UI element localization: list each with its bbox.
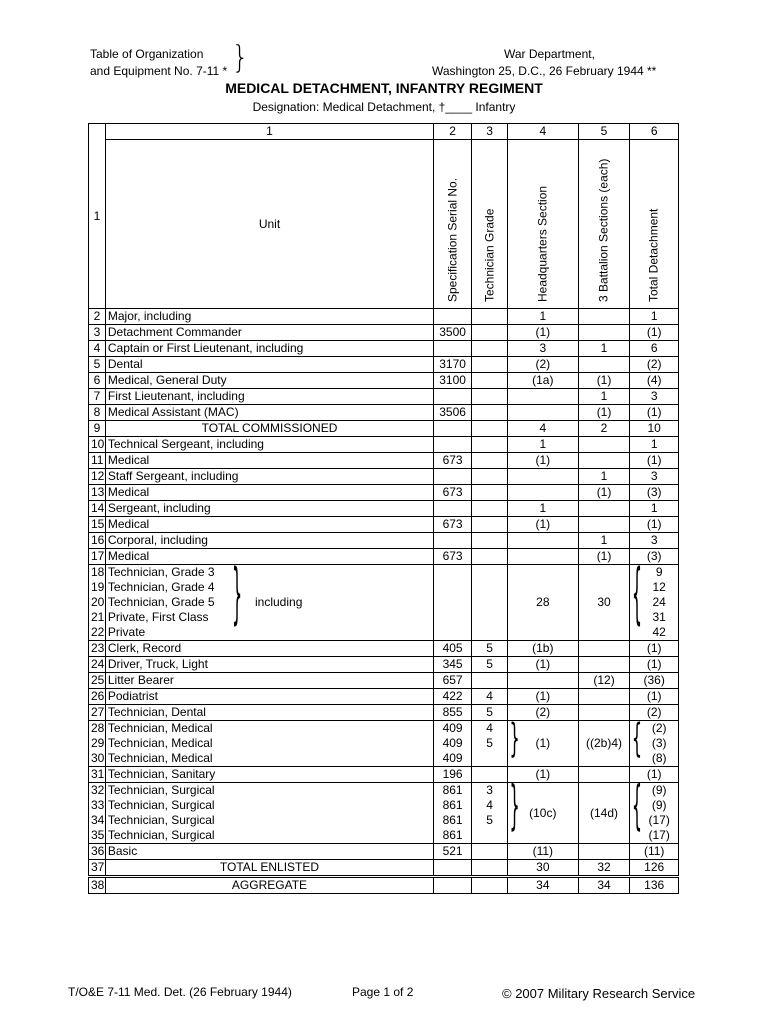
table-row <box>89 373 679 389</box>
total-cell: (1) <box>630 405 679 421</box>
row-number: 36 <box>89 844 106 860</box>
hq-cell: (1) <box>507 721 578 767</box>
grade-cell: 4 <box>472 798 508 813</box>
battalion-cell <box>578 517 630 533</box>
row-number: 37 <box>89 860 106 877</box>
hq-cell <box>507 405 578 421</box>
row-number: 5 <box>89 357 106 373</box>
grade-cell <box>472 533 508 549</box>
table-row <box>89 657 679 673</box>
unit-cell: Technical Sergeant, including <box>105 437 433 453</box>
total-cell: (1) <box>630 453 679 469</box>
total-cell: (3) <box>630 549 679 565</box>
battalion-cell: 34 <box>578 877 630 894</box>
grade-cell: 5 <box>472 813 508 828</box>
row-number: 9 <box>89 421 106 437</box>
serial-cell: 861 <box>434 828 472 844</box>
unit-cell: Technician, Surgical <box>105 798 433 813</box>
row-number: 6 <box>89 373 106 389</box>
total-cell: (17) <box>630 813 679 828</box>
table-row <box>89 405 679 421</box>
col-number: 1 <box>105 124 433 140</box>
col-header-text: 3 Battalion Sections (each) <box>596 158 611 302</box>
header-left-line1: Table of Organization <box>90 47 204 61</box>
total-cell: 1 <box>630 309 679 325</box>
grade-cell <box>472 485 508 501</box>
table-row <box>89 721 679 737</box>
hq-cell: (1) <box>507 767 578 783</box>
total-cell: (2) <box>630 357 679 373</box>
col-number: 6 <box>630 124 679 140</box>
table-row <box>89 517 679 533</box>
table-row <box>89 877 679 894</box>
row-number: 34 <box>89 813 106 828</box>
serial-cell: 673 <box>434 485 472 501</box>
serial-cell: 3500 <box>434 325 472 341</box>
battalion-cell <box>578 657 630 673</box>
serial-cell: 3506 <box>434 405 472 421</box>
table-row <box>89 501 679 517</box>
battalion-cell <box>578 453 630 469</box>
col-header-text: Headquarters Section <box>535 185 550 302</box>
grade-cell <box>472 421 508 437</box>
organization-table <box>88 123 679 894</box>
battalion-cell: ((2b)4) <box>578 721 630 767</box>
battalion-cell: 1 <box>578 469 630 485</box>
battalion-cell: (1) <box>578 373 630 389</box>
battalion-cell <box>578 357 630 373</box>
serial-cell <box>434 437 472 453</box>
brace-icon: { <box>631 714 643 761</box>
table-row <box>89 357 679 373</box>
total-cell: 10 <box>630 421 679 437</box>
hq-cell: (10c) <box>507 783 578 844</box>
total-cell: 42 <box>630 625 679 641</box>
grade-cell <box>472 860 508 877</box>
battalion-cell: 30 <box>578 565 630 641</box>
col-header-grade <box>472 140 508 309</box>
col-header-text: Total Detachment <box>646 208 661 302</box>
header-right-line2: Washington 25, D.C., 26 February 1944 ** <box>432 64 657 78</box>
serial-cell <box>434 309 472 325</box>
column-number-row <box>89 124 679 140</box>
hq-cell <box>507 533 578 549</box>
total-cell: (1) <box>630 325 679 341</box>
table-row <box>89 767 679 783</box>
row-number: 32 <box>89 783 106 799</box>
row-number: 10 <box>89 437 106 453</box>
row-number: 28 <box>89 721 106 737</box>
row-number: 30 <box>89 751 106 767</box>
table-row <box>89 453 679 469</box>
serial-cell: 409 <box>434 751 472 767</box>
hq-cell <box>507 389 578 405</box>
unit-cell: Basic <box>105 844 433 860</box>
serial-cell <box>434 389 472 405</box>
battalion-cell <box>578 689 630 705</box>
col-number: 4 <box>507 124 578 140</box>
col-header-serial <box>434 140 472 309</box>
table-row <box>89 325 679 341</box>
serial-cell: 409 <box>434 736 472 751</box>
unit-cell: Medical Assistant (MAC) <box>105 405 433 421</box>
row-number: 3 <box>89 325 106 341</box>
unit-cell: Litter Bearer <box>105 673 433 689</box>
row-number: 25 <box>89 673 106 689</box>
total-cell: (1) <box>630 641 679 657</box>
table-row <box>89 860 679 877</box>
battalion-cell: (14d) <box>578 783 630 844</box>
total-cell: 3 <box>630 469 679 485</box>
hq-cell <box>507 549 578 565</box>
unit-cell: Driver, Truck, Light <box>105 657 433 673</box>
unit-cell: Podiatrist <box>105 689 433 705</box>
serial-cell: 3170 <box>434 357 472 373</box>
page-title: MEDICAL DETACHMENT, INFANTRY REGIMENT <box>225 80 543 96</box>
total-cell: 9 <box>630 565 679 581</box>
brace-icon: { <box>631 773 643 836</box>
serial-cell: 409 <box>434 721 472 737</box>
serial-cell: 855 <box>434 705 472 721</box>
row-number: 18 <box>89 565 106 581</box>
designation: Designation: Medical Detachment, †____ Infantry <box>252 100 516 114</box>
hq-cell: 1 <box>507 309 578 325</box>
grade-cell: 5 <box>472 657 508 673</box>
row-number: 24 <box>89 657 106 673</box>
grade-cell: 4 <box>472 689 508 705</box>
hq-cell: 1 <box>507 501 578 517</box>
grade-cell <box>472 565 508 641</box>
grade-cell <box>472 309 508 325</box>
total-cell: (3) <box>630 736 679 751</box>
table-row <box>89 309 679 325</box>
brace-icon: } <box>509 773 520 836</box>
table-row <box>89 389 679 405</box>
serial-cell: 196 <box>434 767 472 783</box>
header-left-line2: and Equipment No. 7-11 * <box>90 64 228 78</box>
total-cell: (1) <box>630 767 679 783</box>
row-number: 26 <box>89 689 106 705</box>
total-cell: 3 <box>630 533 679 549</box>
unit-cell: Technician, Medical <box>105 721 433 737</box>
grade-cell <box>472 405 508 421</box>
hq-cell: (1) <box>507 517 578 533</box>
battalion-cell: 1 <box>578 341 630 357</box>
battalion-cell: 32 <box>578 860 630 877</box>
unit-cell: Sergeant, including <box>105 501 433 517</box>
battalion-cell <box>578 767 630 783</box>
battalion-cell: 1 <box>578 389 630 405</box>
row-number: 33 <box>89 798 106 813</box>
hq-cell: (2) <box>507 705 578 721</box>
footer-page-number: Page 1 of 2 <box>352 985 414 999</box>
serial-cell <box>434 877 472 894</box>
unit-cell: Medical, General Duty <box>105 373 433 389</box>
unit-header: Unit <box>105 140 433 309</box>
table-row <box>89 437 679 453</box>
unit-cell: Dental <box>105 357 433 373</box>
unit-cell: Detachment Commander <box>105 325 433 341</box>
table-row <box>89 844 679 860</box>
grade-cell <box>472 549 508 565</box>
serial-cell: 422 <box>434 689 472 705</box>
unit-cell: TOTAL COMMISSIONED <box>105 421 433 437</box>
unit-cell: Technician, Grade 5 <box>105 595 433 610</box>
header-brace: } <box>232 40 249 76</box>
grade-cell <box>472 673 508 689</box>
grade-cell <box>472 877 508 894</box>
grade-cell <box>472 517 508 533</box>
unit-cell: Corporal, including <box>105 533 433 549</box>
hq-cell: (1) <box>507 689 578 705</box>
total-cell: (4) <box>630 373 679 389</box>
table-row <box>89 533 679 549</box>
total-cell: 31 <box>630 610 679 625</box>
brace-icon: } <box>509 714 520 761</box>
grade-cell <box>472 389 508 405</box>
unit-cell: TOTAL ENLISTED <box>105 860 433 877</box>
row-number: 20 <box>89 595 106 610</box>
grade-cell <box>472 453 508 469</box>
hq-cell: 34 <box>507 877 578 894</box>
row-number: 22 <box>89 625 106 641</box>
table-row <box>89 705 679 721</box>
row-number: 21 <box>89 610 106 625</box>
total-cell: 12 <box>630 580 679 595</box>
col-header-battalion <box>578 140 630 309</box>
total-cell: (11) <box>630 844 679 860</box>
total-cell: 24 <box>630 595 679 610</box>
battalion-cell <box>578 641 630 657</box>
row-number: 29 <box>89 736 106 751</box>
row-number: 35 <box>89 828 106 844</box>
serial-cell <box>434 421 472 437</box>
unit-cell: Technician, Surgical <box>105 783 433 799</box>
grade-cell: 5 <box>472 705 508 721</box>
hq-cell: (11) <box>507 844 578 860</box>
grade-cell: 4 <box>472 721 508 737</box>
row-number: 7 <box>89 389 106 405</box>
unit-cell: First Lieutenant, including <box>105 389 433 405</box>
table-row <box>89 783 679 799</box>
total-cell: (9) <box>630 798 679 813</box>
hq-cell <box>507 673 578 689</box>
battalion-cell: 2 <box>578 421 630 437</box>
serial-cell <box>434 469 472 485</box>
col-header-hq <box>507 140 578 309</box>
serial-cell <box>434 533 472 549</box>
col-header-text: Specification Serial No. <box>445 177 460 302</box>
row-number: 4 <box>89 341 106 357</box>
col-number: 5 <box>578 124 630 140</box>
total-cell: (17) <box>630 828 679 844</box>
unit-cell: Technician, Grade 3 <box>105 565 433 581</box>
unit-cell: Technician, Surgical <box>105 828 433 844</box>
grade-cell: 5 <box>472 641 508 657</box>
row-number: 15 <box>89 517 106 533</box>
col-header-text: Technician Grade <box>482 208 497 302</box>
unit-cell: Technician, Sanitary <box>105 767 433 783</box>
footer-copyright: © 2007 Military Research Service <box>502 986 696 1001</box>
hq-cell: (1) <box>507 325 578 341</box>
serial-cell <box>434 341 472 357</box>
unit-cell: Private <box>105 625 433 641</box>
grade-cell <box>472 767 508 783</box>
total-cell: (36) <box>630 673 679 689</box>
serial-cell: 673 <box>434 549 472 565</box>
battalion-cell <box>578 309 630 325</box>
grade-cell <box>472 469 508 485</box>
total-cell: (1) <box>630 689 679 705</box>
battalion-cell <box>578 437 630 453</box>
serial-cell: 861 <box>434 783 472 799</box>
hq-cell: 1 <box>507 437 578 453</box>
total-cell: (8) <box>630 751 679 767</box>
unit-cell: Technician, Surgical <box>105 813 433 828</box>
battalion-cell <box>578 844 630 860</box>
battalion-cell <box>578 501 630 517</box>
total-cell: 126 <box>630 860 679 877</box>
row-number: 19 <box>89 580 106 595</box>
table-row <box>89 689 679 705</box>
total-cell: (1) <box>630 517 679 533</box>
total-cell: (9) <box>630 783 679 799</box>
row-number: 31 <box>89 767 106 783</box>
serial-cell: 673 <box>434 453 472 469</box>
unit-cell: Captain or First Lieutenant, including <box>105 341 433 357</box>
hq-cell: 4 <box>507 421 578 437</box>
table-row <box>89 421 679 437</box>
brace-icon: { <box>631 553 643 632</box>
row-number: 1 <box>89 124 106 309</box>
battalion-cell: 1 <box>578 533 630 549</box>
total-cell: 6 <box>630 341 679 357</box>
total-cell: (3) <box>630 485 679 501</box>
total-cell: 1 <box>630 501 679 517</box>
row-number: 11 <box>89 453 106 469</box>
serial-cell <box>434 860 472 877</box>
brace-icon: } <box>232 553 243 632</box>
grade-cell <box>472 357 508 373</box>
row-number: 17 <box>89 549 106 565</box>
unit-cell: AGGREGATE <box>105 877 433 894</box>
serial-cell: 345 <box>434 657 472 673</box>
unit-cell: Clerk, Record <box>105 641 433 657</box>
unit-cell: Private, First Class <box>105 610 433 625</box>
hq-cell: 30 <box>507 860 578 877</box>
grade-cell <box>472 828 508 844</box>
table-row <box>89 485 679 501</box>
serial-cell <box>434 565 472 641</box>
serial-cell: 673 <box>434 517 472 533</box>
table-row <box>89 549 679 565</box>
row-number: 16 <box>89 533 106 549</box>
hq-cell: 3 <box>507 341 578 357</box>
unit-cell: Medical <box>105 453 433 469</box>
battalion-cell <box>578 325 630 341</box>
col-header-total <box>630 140 679 309</box>
including-label: including <box>255 594 303 609</box>
grade-cell <box>472 844 508 860</box>
battalion-cell: (1) <box>578 549 630 565</box>
unit-cell: Technician, Dental <box>105 705 433 721</box>
serial-cell: 3100 <box>434 373 472 389</box>
table-row <box>89 469 679 485</box>
table-row <box>89 641 679 657</box>
row-number: 12 <box>89 469 106 485</box>
row-number: 2 <box>89 309 106 325</box>
serial-cell: 521 <box>434 844 472 860</box>
hq-cell: (1) <box>507 657 578 673</box>
col-number: 3 <box>472 124 508 140</box>
serial-cell: 861 <box>434 813 472 828</box>
battalion-cell <box>578 705 630 721</box>
serial-cell: 657 <box>434 673 472 689</box>
total-cell: (2) <box>630 721 679 737</box>
serial-cell: 861 <box>434 798 472 813</box>
unit-cell: Technician, Grade 4 <box>105 580 433 595</box>
table-row <box>89 673 679 689</box>
grade-cell <box>472 341 508 357</box>
total-cell: (1) <box>630 657 679 673</box>
row-number: 27 <box>89 705 106 721</box>
total-cell: (2) <box>630 705 679 721</box>
battalion-cell: (1) <box>578 485 630 501</box>
grade-cell <box>472 373 508 389</box>
total-cell: 3 <box>630 389 679 405</box>
grade-cell: 3 <box>472 783 508 799</box>
unit-cell: Technician, Medical <box>105 751 433 767</box>
unit-cell: Staff Sergeant, including <box>105 469 433 485</box>
table-row <box>89 341 679 357</box>
grade-cell <box>472 751 508 767</box>
row-number: 38 <box>89 877 106 894</box>
serial-cell <box>434 501 472 517</box>
hq-cell: (1) <box>507 453 578 469</box>
column-header-row <box>89 140 679 309</box>
grade-cell <box>472 501 508 517</box>
grade-cell <box>472 325 508 341</box>
row-number: 8 <box>89 405 106 421</box>
unit-cell: Major, including <box>105 309 433 325</box>
unit-cell: Technician, Medical <box>105 736 433 751</box>
hq-cell: (1a) <box>507 373 578 389</box>
hq-cell: (2) <box>507 357 578 373</box>
row-number: 23 <box>89 641 106 657</box>
hq-cell: 28 <box>507 565 578 641</box>
grade-cell <box>472 437 508 453</box>
hq-cell <box>507 469 578 485</box>
row-number: 13 <box>89 485 106 501</box>
grade-cell: 5 <box>472 736 508 751</box>
unit-cell: Medical <box>105 517 433 533</box>
unit-cell: Medical <box>105 549 433 565</box>
battalion-cell: (1) <box>578 405 630 421</box>
serial-cell: 405 <box>434 641 472 657</box>
header-right-line1: War Department, <box>504 47 595 61</box>
hq-cell <box>507 485 578 501</box>
battalion-cell: (12) <box>578 673 630 689</box>
footer-document-id: T/O&E 7-11 Med. Det. (26 February 1944) <box>68 985 292 999</box>
col-number: 2 <box>434 124 472 140</box>
total-cell: 136 <box>630 877 679 894</box>
total-cell: 1 <box>630 437 679 453</box>
hq-cell: (1b) <box>507 641 578 657</box>
table-row <box>89 565 679 581</box>
unit-cell: Medical <box>105 485 433 501</box>
row-number: 14 <box>89 501 106 517</box>
